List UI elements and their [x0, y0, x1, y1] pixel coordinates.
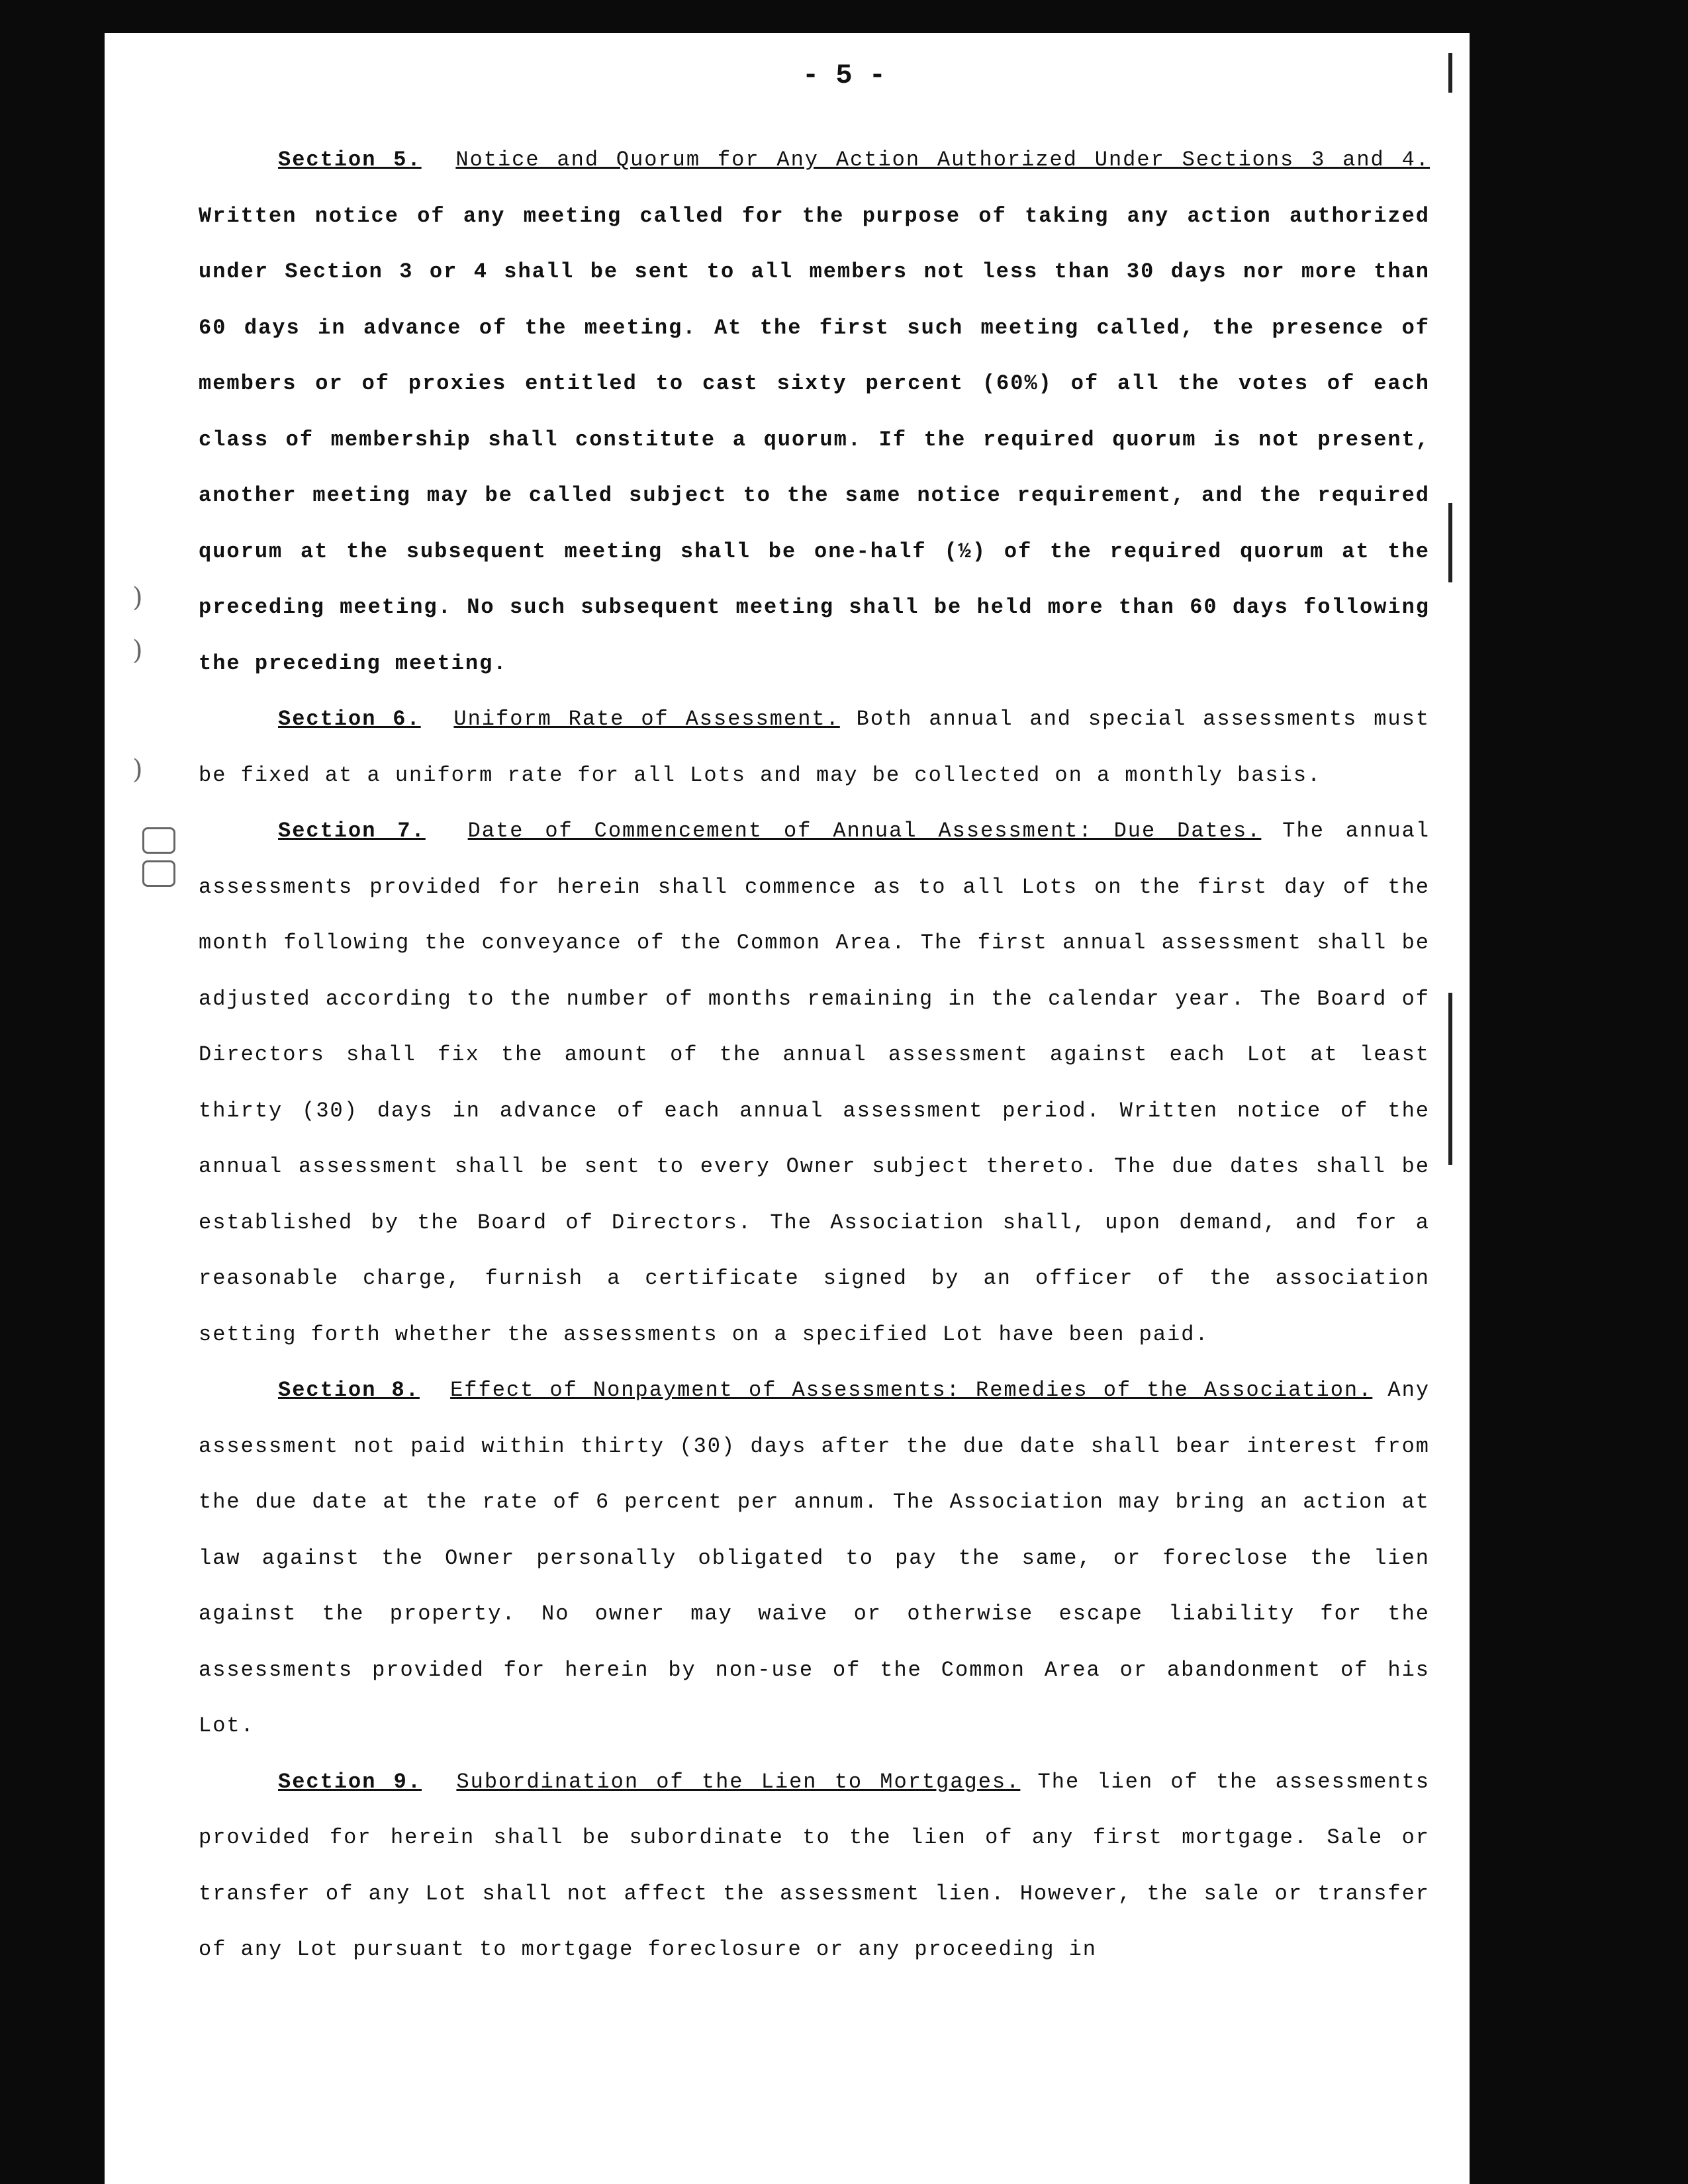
- section-title: Subordination of the Lien to Mortgages.: [456, 1769, 1021, 1794]
- section-title: Notice and Quorum for Any Action Authorized Under Sections 3 and 4.: [455, 148, 1430, 172]
- section-6-paragraph: [199, 692, 1430, 803]
- section-title: Uniform Rate of Assessment.: [453, 707, 840, 731]
- section-body: Both annual and special assessments must be fixed at a uniform rate for all Lots and may be collected on a monthly basis.: [199, 707, 1430, 788]
- section-label: Section 7.: [278, 819, 426, 843]
- scan-border-top: [0, 0, 1688, 33]
- section-body: Written notice of any meeting called for the purpose of taking any action authorized under Section 3 or 4 shall be sent to all members not less than 30 days nor more than 60 days in advance of the meeting. At the first such meeting called, the presence of members or of proxies entitled to cast sixty percent (60%) of all the votes of each class of membership shall constitute a quorum. If the required quorum is not present, another meeting may be called subject to the same notice requirement, and the required quorum at the subsequent meeting shall be one-half (½) of the required quorum at the preceding meeting. No such subsequent meeting shall be held more than 60 days following the preceding meeting.: [199, 203, 1430, 676]
- section-label: Section 8.: [278, 1378, 420, 1402]
- section-body: Any assessment not paid within thirty (30) days after the due date shall bear interest from the due date at the rate of 6 percent per annum. The Association may bring an action at law against the Owner personally obligated to pay the same, or foreclose the lien against the property. No owner may waive or otherwise escape liability for the assessments provided for herein by non-use of the Common Area or abandonment of his Lot.: [199, 1378, 1430, 1738]
- scan-border-left-lower: [0, 1840, 40, 2184]
- edge-mark: [1448, 993, 1452, 1165]
- document-body: [199, 132, 1430, 1978]
- scan-border-right-lower: [1489, 1840, 1688, 2184]
- section-5-paragraph: [199, 132, 1430, 692]
- margin-mark: ): [132, 754, 143, 785]
- section-8-paragraph: [199, 1363, 1430, 1754]
- section-7-paragraph: [199, 803, 1430, 1363]
- margin-stamp: [142, 827, 175, 854]
- margin-mark: ): [132, 582, 143, 613]
- section-label: Section 5.: [278, 148, 422, 172]
- section-body: The lien of the assessments provided for herein shall be subordinate to the lien of any first mortgage. Sale or transfer of any Lot shall not affect the assessment lien. However, the sale or transfer of any Lot pursuant to mortgage foreclosure or any proceeding in: [199, 1769, 1430, 1962]
- margin-mark: ): [132, 635, 143, 666]
- section-body: The annual assessments provided for herein shall commence as to all Lots on the first day of the month following the conveyance of the Common Area. The first annual assessment shall be adjusted according to the number of months remaining in the calendar year. The Board of Directors shall fix the amount of the annual assessment against each Lot at least thirty (30) days in advance of each annual assessment period. Written notice of the annual assessment shall be sent to every Owner subject thereto. The due dates shall be established by the Board of Directors. The Association shall, upon demand, and for a reasonable charge, furnish a certificate signed by an officer of the association setting forth whether the assessments on a specified Lot have been paid.: [199, 819, 1430, 1347]
- section-label: Section 6.: [278, 707, 421, 731]
- section-9-paragraph: [199, 1754, 1430, 1978]
- margin-stamp: [142, 860, 175, 887]
- page-number: - 5 -: [802, 60, 886, 91]
- edge-mark: [1448, 503, 1452, 582]
- section-title: Date of Commencement of Annual Assessment: Due Dates.: [467, 819, 1262, 843]
- section-title: Effect of Nonpayment of Assessments: Remedies of the Association.: [450, 1378, 1373, 1402]
- section-label: Section 9.: [278, 1769, 422, 1794]
